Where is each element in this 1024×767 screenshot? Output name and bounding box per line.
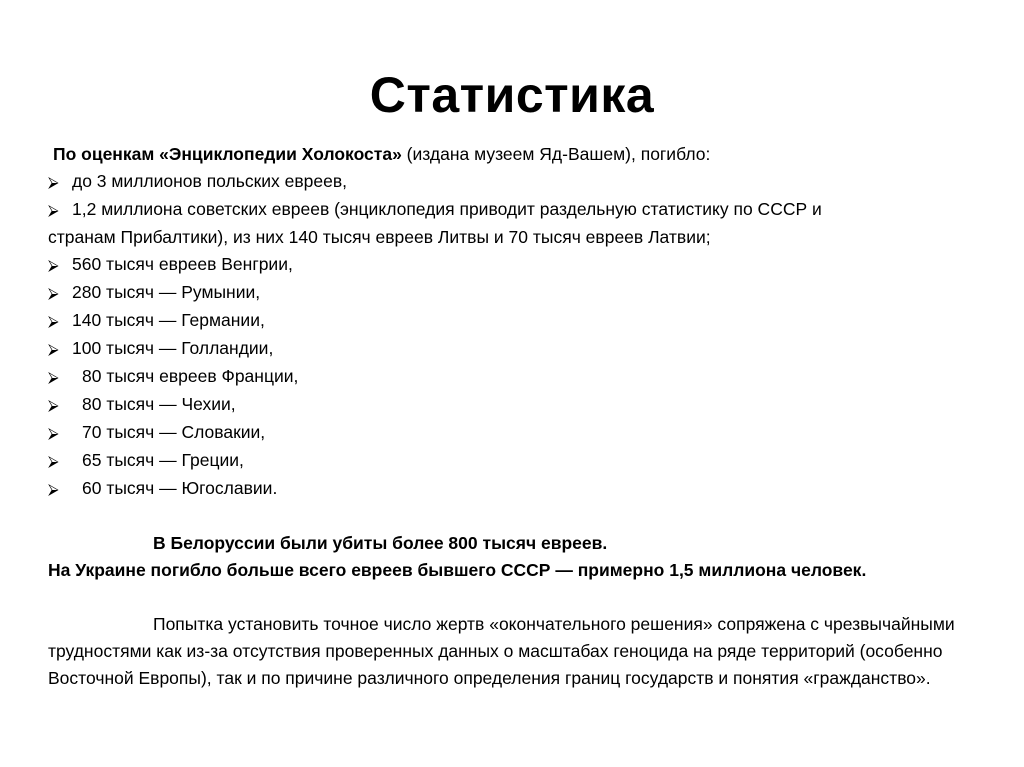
list-item	[48, 475, 993, 503]
intro-line	[48, 141, 993, 168]
list-item	[48, 251, 993, 279]
closing-paragraph: Попытка установить точное число жертв «окончательного решения» сопряжена с чрезвычайными трудностями как из-за отсутствия проверенных данных о масштабах геноцида на ряде территорий (особенно Восточной Европы), так и по причине различного определения границ государств и понятия «гражданство».	[48, 614, 955, 688]
arrow-bullet-icon: ⮚	[48, 284, 59, 302]
list-item-text: 60 тысяч — Югославии.	[82, 478, 278, 498]
list-item	[48, 168, 993, 196]
list-item-text: 560 тысяч евреев Венгрии,	[72, 254, 293, 274]
arrow-bullet-icon: ⮚	[48, 396, 59, 414]
list-item	[48, 447, 993, 475]
list-item-text: 140 тысяч — Германии,	[72, 310, 265, 330]
arrow-bullet-icon: ⮚	[48, 368, 59, 386]
spacer	[48, 584, 993, 611]
list-item-text: 65 тысяч — Греции,	[82, 450, 244, 470]
list-item	[48, 391, 993, 419]
list-item-text: 100 тысяч — Голландии,	[72, 338, 274, 358]
arrow-bullet-icon: ⮚	[48, 201, 59, 219]
list-item	[48, 196, 993, 224]
list-item	[48, 363, 993, 391]
list-item-text: 70 тысяч — Словакии,	[82, 422, 266, 442]
list-item-continuation: странам Прибалтики), из них 140 тысяч евреев Литвы и 70 тысяч евреев Латвии;	[48, 227, 711, 247]
arrow-bullet-icon: ⮚	[48, 452, 59, 470]
arrow-bullet-icon: ⮚	[48, 340, 59, 358]
list-item-text: 1,2 миллиона советских евреев (энциклопедия приводит раздельную статистику по СССР и	[72, 199, 822, 219]
arrow-bullet-icon: ⮚	[48, 256, 59, 274]
slide-title: Статистика	[369, 67, 655, 123]
arrow-bullet-icon: ⮚	[48, 480, 59, 498]
arrow-bullet-icon: ⮚	[48, 173, 59, 191]
list-item-text: 80 тысяч — Чехии,	[82, 394, 236, 414]
intro-bold: По оценкам «Энциклопедии Холокоста»	[53, 144, 402, 164]
spacer	[48, 503, 993, 530]
list-item-text: до 3 миллионов польских евреев,	[72, 171, 348, 191]
arrow-bullet-icon: ⮚	[48, 312, 59, 330]
list-item	[48, 419, 993, 447]
slide-body	[48, 141, 993, 692]
list-item-text: 80 тысяч евреев Франции,	[82, 366, 299, 386]
list-item	[48, 279, 993, 307]
ukraine-statement: На Украине погибло больше всего евреев бывшего СССР — примерно 1,5 миллиона человек.	[48, 560, 867, 580]
intro-rest: (издана музеем Яд-Вашем), погибло:	[401, 144, 711, 164]
list-item-text: 280 тысяч — Румынии,	[72, 282, 261, 302]
list-item	[48, 335, 993, 363]
arrow-bullet-icon: ⮚	[48, 424, 59, 442]
belarus-statement: В Белоруссии были убиты более 800 тысяч евреев.	[153, 533, 608, 553]
list-item	[48, 307, 993, 335]
